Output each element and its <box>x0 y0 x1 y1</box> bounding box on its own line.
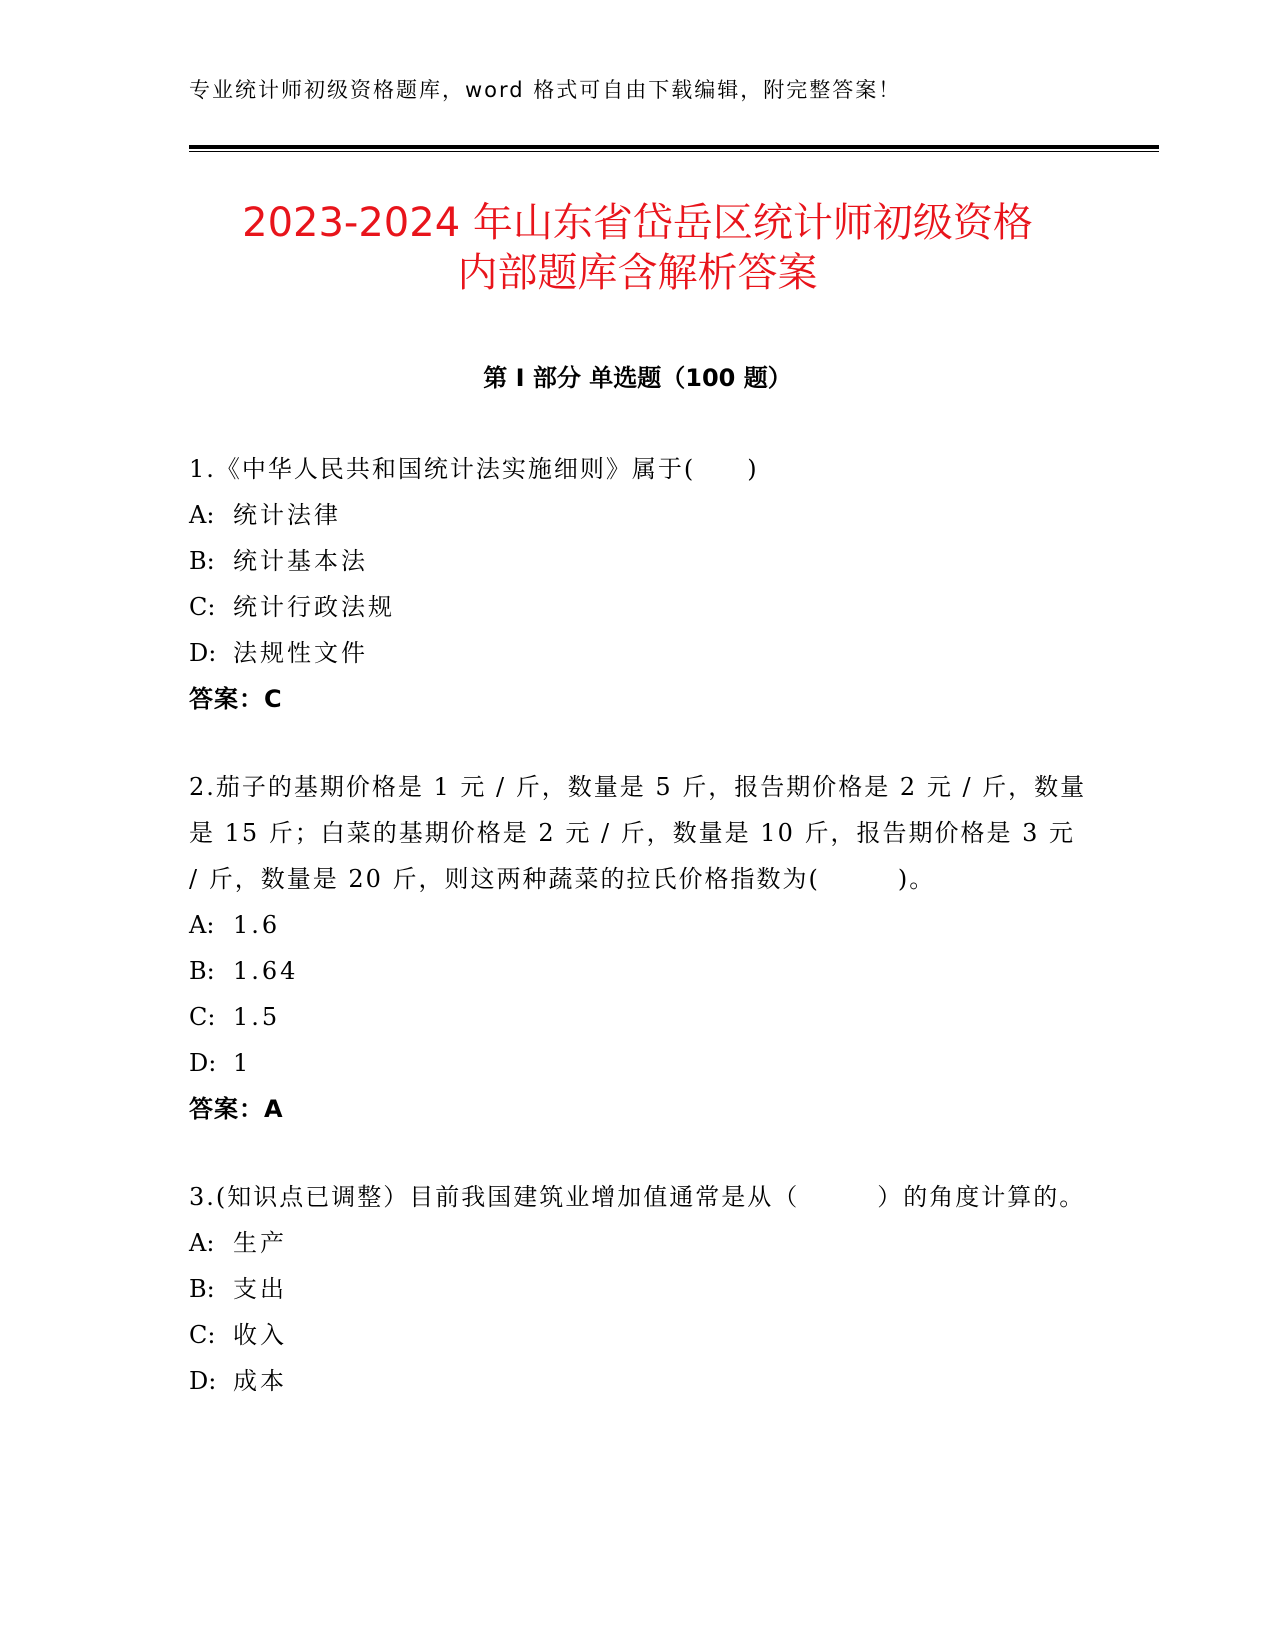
question-list <box>189 446 1089 1446</box>
question-stem: 1.《中华人民共和国统计法实施细则》属于( ) <box>189 455 759 483</box>
header-note: 专业统计师初级资格题库，word 格式可自由下载编辑，附完整答案！ <box>189 78 902 102</box>
option-text: 统计基本法 <box>233 547 368 575</box>
title-line-2: 内部题库含解析答案 <box>457 250 818 296</box>
option-text: 收入 <box>233 1321 287 1349</box>
option-a <box>189 1220 1089 1266</box>
option-text: 成本 <box>233 1367 287 1395</box>
option-b <box>189 948 1089 994</box>
option-letter: C: <box>189 1321 216 1349</box>
question-stem: 3.(知识点已调整）目前我国建筑业增加值通常是从（ ）的角度计算的。 <box>189 1183 1086 1211</box>
option-c <box>189 994 1089 1040</box>
option-text: 支出 <box>233 1275 287 1303</box>
option-b <box>189 1266 1089 1312</box>
option-text: 法规性文件 <box>233 639 368 667</box>
header-rule-thick <box>189 145 1159 149</box>
option-d <box>189 1040 1089 1086</box>
option-letter: A: <box>189 1229 215 1257</box>
title-line-1: 2023-2024 年山东省岱岳区统计师初级资格 <box>242 200 1033 246</box>
option-a <box>189 492 1089 538</box>
header-rule-thin <box>189 151 1159 152</box>
section-title: 第 I 部分 单选题（100 题） <box>483 364 792 392</box>
question-1 <box>189 446 1089 722</box>
option-text: 统计行政法规 <box>233 593 395 621</box>
answer-line: 答案：A <box>189 1095 284 1123</box>
option-c <box>189 584 1089 630</box>
option-letter: B: <box>189 547 215 575</box>
option-text: 1.6 <box>233 911 281 939</box>
option-letter: D: <box>189 1367 217 1395</box>
option-letter: B: <box>189 957 215 985</box>
option-d <box>189 630 1089 676</box>
option-letter: C: <box>189 593 216 621</box>
option-d <box>189 1358 1089 1404</box>
document-title <box>150 198 1125 298</box>
option-letter: A: <box>189 911 215 939</box>
option-a <box>189 902 1089 948</box>
answer-line: 答案：C <box>189 685 283 713</box>
option-text: 1.5 <box>233 1003 281 1031</box>
option-letter: D: <box>189 639 217 667</box>
option-text: 生产 <box>233 1229 287 1257</box>
option-letter: D: <box>189 1049 217 1077</box>
question-3 <box>189 1174 1089 1404</box>
option-text: 1 <box>233 1049 252 1077</box>
option-text: 统计法律 <box>233 501 341 529</box>
option-letter: A: <box>189 501 215 529</box>
question-stem: 2.茄子的基期价格是 1 元 / 斤，数量是 5 斤，报告期价格是 2 元 / 斤，数量是 15 斤；白菜的基期价格是 2 元 / 斤，数量是 10 斤，报告期价格是 3 元 / 斤，数量是 20 斤，则这两种蔬菜的拉氏价格指数为( )。 <box>189 773 1087 893</box>
option-letter: C: <box>189 1003 216 1031</box>
option-letter: B: <box>189 1275 215 1303</box>
option-text: 1.64 <box>233 957 299 985</box>
question-2 <box>189 764 1089 1132</box>
option-c <box>189 1312 1089 1358</box>
option-b <box>189 538 1089 584</box>
